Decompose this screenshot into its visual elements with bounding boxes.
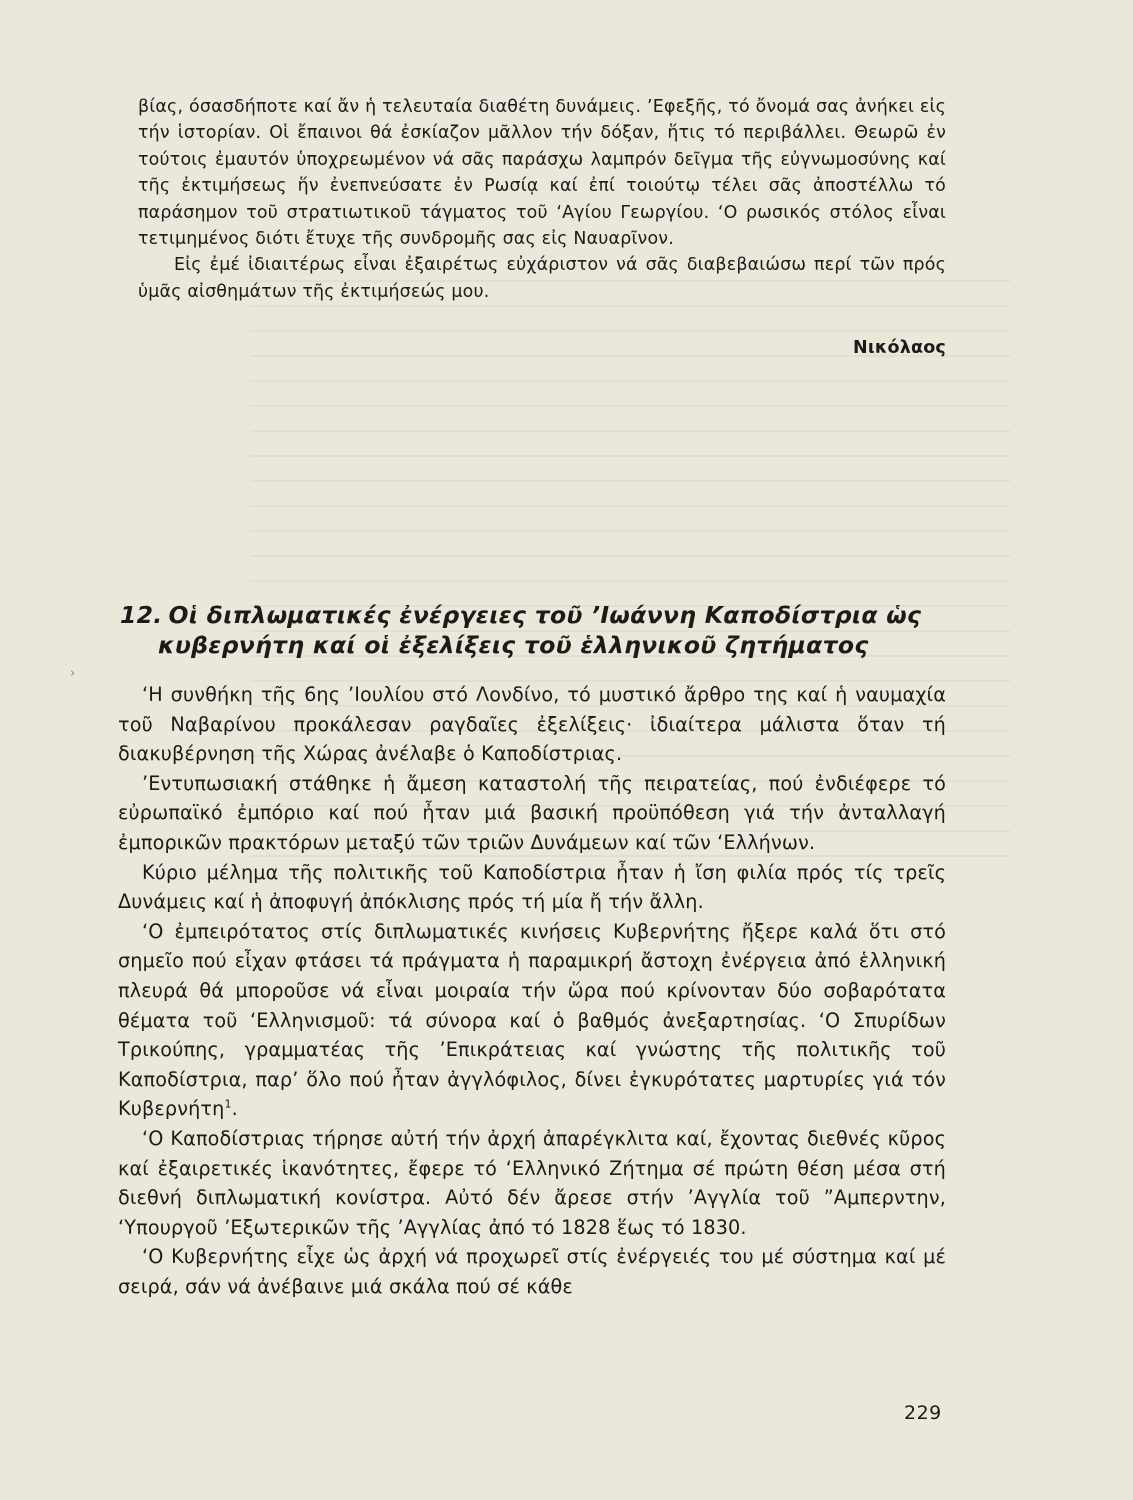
- body-paragraph: ’Εντυπωσιακή στάθηκε ἡ ἄμεση καταστολή τῆς πειρατείας, πού ἐνδιέφερε τό εὐρωπαϊκό ἐμπόριο καί πού ἦταν μιά βασική προϋπόθεση γιά τήν ἀνταλλαγή ἐμπορικῶν πρακτόρων μεταξύ τῶν τριῶν Δυνάμεων καί τῶν ‘Ελλήνων.: [118, 771, 946, 854]
- letter-signature: Νικόλαος: [852, 338, 946, 358]
- body-paragraph-end: .: [231, 1097, 238, 1121]
- body-paragraph-text: ‘Ο ἐμπειρότατος στίς διπλωματικές κινήσεις Κυβερνήτης ἤξερε καλά ὅτι στό σημεῖο πού εἶχαν φτάσει τά πράγματα ἡ παραμικρή ἄστοχη ἐνέργεια ἀπό ἑλληνική πλευρά θά μποροῦσε νά εἶναι μοιραία τήν ὥρα πού κρίνονταν δύο σοβαρότατα θέματα τοῦ ‘Ελληνισμοῦ: τά σύνορα καί ὁ βαθμός ἀνεξαρτησίας. ‘Ο Σπυρίδων Τρικούπης, γραμματέας τῆς ’Επικράτειας καί γνώστης τῆς πολιτικῆς τοῦ Καποδίστρια, παρ’ ὅλο πού ἦταν ἀγγλόφιλος, δίνει ἐγκυρότατες μαρτυρίες γιά τόν Κυβερνήτη: [118, 919, 946, 1121]
- body-paragraph: ‘Ο Κυβερνήτης εἶχε ὡς ἀρχή νά προχωρεῖ στίς ἐνέργειές του μέ σύστημα καί μέ σειρά, σάν νά ἀνέβαινε μιά σκάλα πού σέ κάθε: [118, 1245, 946, 1298]
- section-title-line2: κυβερνήτη καί οἱ ἐξελίξεις τοῦ ἑλληνικοῦ ζητήματος: [158, 631, 869, 659]
- letter-excerpt: [138, 94, 946, 305]
- section-title-line1: Οἱ διπλωματικές ἐνέργειες τοῦ ’Ιωάννη Καποδίστρια ὡς: [168, 601, 922, 629]
- section-number: 12.: [120, 601, 163, 629]
- letter-paragraph: Εἰς ἐμέ ἰδιαιτέρως εἶναι ἐξαιρέτως εὐχάριστον νά σᾶς διαβεβαιώσω περί τῶν πρός ὑμᾶς αἰσθημάτων τῆς ἐκτιμήσεώς μου.: [138, 255, 946, 302]
- body-paragraph: [118, 917, 946, 1124]
- section-heading: [120, 600, 960, 660]
- margin-mark-icon: ›: [70, 666, 76, 681]
- footnote-ref[interactable]: 1: [224, 1097, 232, 1111]
- body-paragraph: Κύριο μέλημα τῆς πολιτικῆς τοῦ Καποδίστρια ἦταν ἡ ἴση φιλία πρός τίς τρεῖς Δυνάμεις καί ἡ ἀποφυγή ἀπόκλισης πρός τή μία ἤ τήν ἄλλη.: [118, 860, 946, 914]
- body-paragraph: ‘Η συνθήκη τῆς 6ης ’Ιουλίου στό Λονδίνο, τό μυστικό ἄρθρο της καί ἡ ναυμαχία τοῦ Ναβαρίνου προκάλεσαν ραγδαῖες ἐξελίξεις· ἰδιαίτερα μάλιστα ὅταν τή διακυβέρνηση τῆς Χώρας ἀνέλαβε ὁ Καποδίστριας.: [118, 683, 946, 766]
- letter-paragraph: βίας, όσασδήποτε καί ἄν ἡ τελευταία διαθέτη δυνάμεις. ’Εφεξῆς, τό ὄνομά σας ἀνήκει εἰς τήν ἱστορίαν. Οἱ ἔπαινοι θά ἐσκίαζον μᾶλλον τήν δόξαν, ἥτις τό περιβάλλει. Θεωρῶ ἐν τούτοις ἐμαυτόν ὑποχρεωμένον νά σᾶς παράσχω λαμπρόν δεῖγμα τῆς εὐγνωμοσύνης καί τῆς ἐκτιμήσεως ἥν ἐνεπνεύσατε ἐν Ρωσίᾳ καί ἐπί τοιούτῳ τέλει σᾶς ἀποστέλλω τό παράσημον τοῦ στρατιωτικοῦ τάγματος τοῦ ‘Αγίου Γεωργίου. ‘Ο ρωσικός στόλος εἶναι τετιμημένος διότι ἔτυχε τῆς συνδρομῆς σας εἰς Ναυαρῖνον.: [138, 97, 946, 250]
- section-body: [118, 680, 946, 1301]
- page-number: 229: [904, 1402, 942, 1424]
- body-paragraph: ‘Ο Καποδίστριας τήρησε αὐτή τήν ἀρχή ἀπαρέγκλιτα καί, ἔχοντας διεθνές κῦρος καί ἐξαιρετικές ἱκανότητες, ἔφερε τό ‘Ελληνικό Ζήτημα σέ πρώτη θέση μέσα στή διεθνή διπλωματική κονίστρα. Αὐτό δέν ἄρεσε στήν ’Αγγλία τοῦ ”Αμπερντην, ‘Υπουργοῦ ’Εξωτερικῶν τῆς ’Αγγλίας ἀπό τό 1828 ἕως τό 1830.: [118, 1126, 946, 1239]
